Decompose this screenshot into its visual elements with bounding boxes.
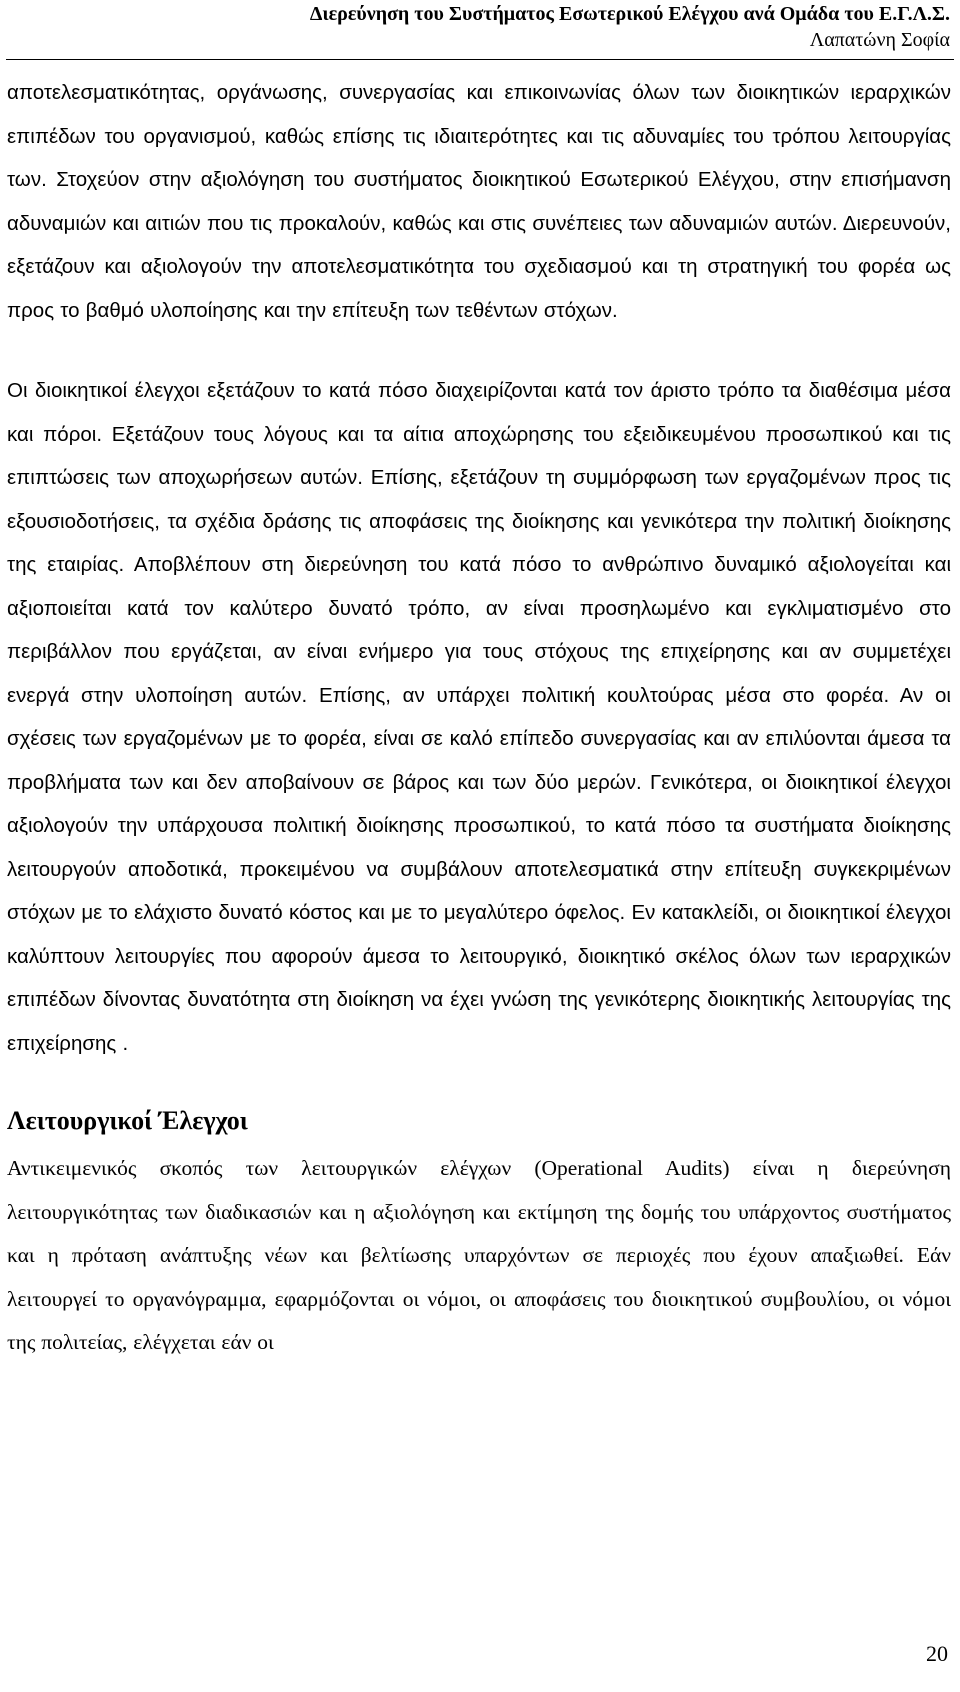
- header-title: Διερεύνηση του Συστήματος Εσωτερικού Ελέγχου ανά Ομάδα του Ε.Γ.Λ.Σ.: [309, 3, 950, 25]
- page-header: [10, 0, 950, 53]
- page-content: [7, 71, 951, 1365]
- body-paragraph-2: Οι διοικητικοί έλεγχοι εξετάζουν το κατά πόσο διαχειρίζονται κατά τον άριστο τρόπο τα διαθέσιμα μέσα και πόροι. Εξετάζουν τους λόγους και τα αίτια αποχώρησης του εξειδικευμένου προσωπικού και τις επιπτώσεις των αποχωρήσεων αυτών. Επίσης, εξετάζουν τη συμμόρφωση των εργαζομένων προς τις εξουσιοδοτήσεις, τα σχέδια δράσης τις αποφάσεις της διοίκησης και γενικότερα την πολιτική διοίκησης της εταιρίας. Αποβλέπουν στη διερεύνηση του κατά πόσο το ανθρώπινο δυναμικό αξιολογείται και αξιοποιείται κατά τον καλύτερο δυνατό τρόπο, αν είναι προσηλωμένο και εγκλιματισμένο στο περιβάλλον που εργάζεται, αν είναι ενήμερο για τους στόχους της επιχείρησης και αν συμμετέχει ενεργά στην υλοποίηση αυτών. Επίσης, αν υπάρχει πολιτική κουλτούρας μέσα στο φορέα. Αν οι σχέσεις των εργαζομένων με το φορέα, είναι σε καλό επίπεδο συνεργασίας και αν επιλύονται άμεσα τα προβλήματα των και δεν αποβαίνουν σε βάρος και των δύο μερών. Γενικότερα, οι διοικητικοί έλεγχοι αξιολογούν την υπάρχουσα πολιτική διοίκησης προσωπικού, το κατά πόσο τα συστήματα διοίκησης λειτουργούν αποδοτικά, προκειμένου να συμβάλουν αποτελεσματικά στην επίτευξη συγκεκριμένων στόχων με το ελάχιστο δυνατό κόστος και με το μεγαλύτερο όφελος. Εν κατακλείδι, οι διοικητικοί έλεγχοι καλύπτουν λειτουργίες που αφορούν άμεσα το λειτουργικό, διοικητικό σκέλος όλων των ιεραρχικών επιπέδων δίνοντας δυνατότητα στη διοίκηση να έχει γνώση της γενικότερης διοικητικής λειτουργίας της επιχείρησης .: [7, 379, 951, 1055]
- section-paragraph: Αντικειμενικός σκοπός των λειτουργικών ελέγχων (Operational Audits) είναι η διερεύνηση λειτουργικότητας των διαδικασιών και η αξιολόγηση και εκτίμηση της δομής του υπάρχοντος συστήματος και η πρόταση ανάπτυξης νέων και βελτίωσης υπαρχόντων σε περιοχές που έχουν απαξιωθεί. Εάν λειτουργεί το οργανόγραμμα, εφαρμόζονται οι νόμοι, οι αποφάσεις του διοικητικού συμβουλίου, οι νόμοι της πολιτείας, ελέγχεται εάν οι: [7, 1156, 951, 1354]
- section-heading: Λειτουργικοί Έλεγχοι: [7, 1106, 248, 1135]
- body-paragraph-1: αποτελεσματικότητας, οργάνωσης, συνεργασίας και επικοινωνίας όλων των διοικητικών ιεραρχικών επιπέδων του οργανισμού, καθώς επίσης τις ιδιαιτερότητες και τις αδυναμίες του τρόπου λειτουργίας των. Στοχεύον στην αξιολόγηση του συστήματος διοικητικού Εσωτερικού Ελέγχου, στην επισήμανση αδυναμιών και αιτιών που τις προκαλούν, καθώς και στις συνέπειες των αδυναμιών αυτών. Διερευνούν, εξετάζουν και αξιολογούν την αποτελεσματικότητα του σχεδιασμού και τη στρατηγική του φορέα ως προς το βαθμό υλοποίησης και την επίτευξη των τεθέντων στόχων.: [7, 81, 951, 322]
- header-divider: [6, 59, 954, 60]
- header-author: Λαπατώνη Σοφία: [809, 29, 950, 51]
- page-number: 20: [926, 1641, 948, 1666]
